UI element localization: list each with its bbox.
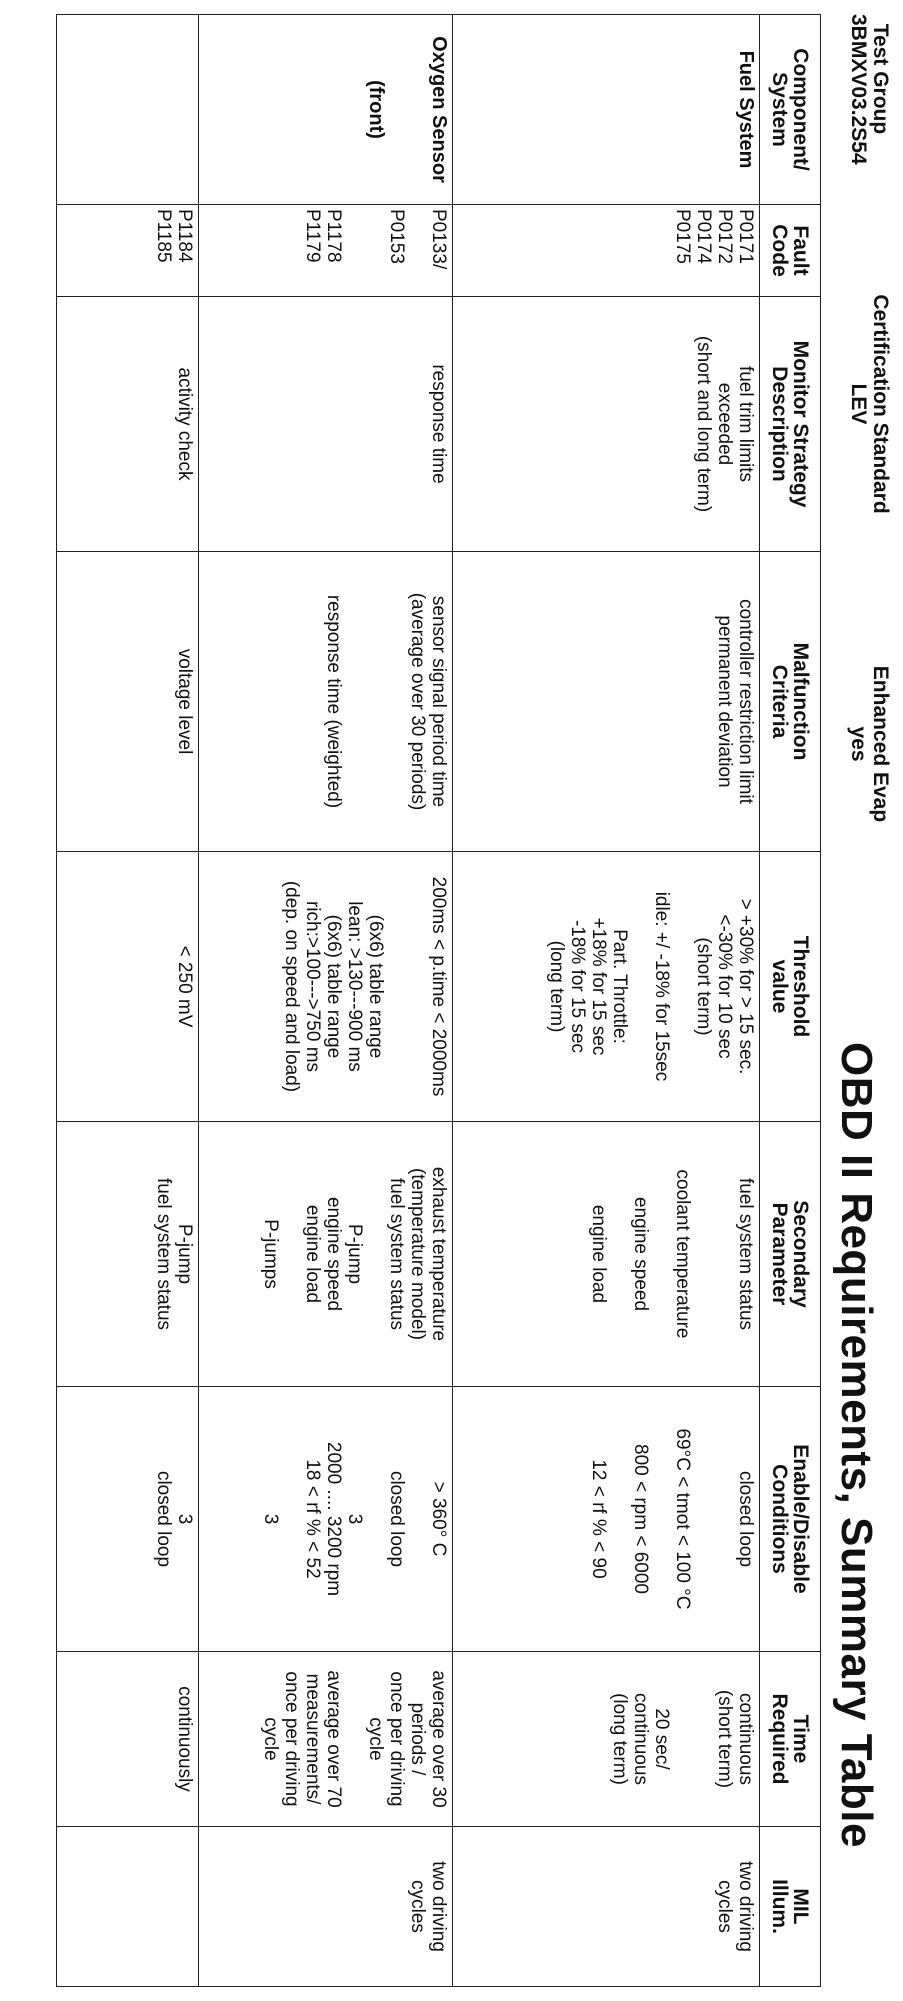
time-line: (long term) (609, 1693, 630, 1785)
fault-line: P0153 (386, 209, 407, 264)
strategy-line: (short and long term) (693, 335, 714, 513)
cell-malfunction (57, 552, 199, 852)
enable-line (365, 1391, 386, 1647)
component-line (174, 19, 195, 200)
page-title: OBD II Requirements, Summary Table (832, 1042, 881, 1848)
cell-time (453, 1652, 760, 1827)
table-row (199, 15, 453, 1987)
strategy-line: response time (428, 364, 449, 484)
fault-line: P1179 (302, 209, 323, 263)
component-line (386, 19, 407, 200)
enable-line: > 360° C (428, 1481, 449, 1557)
mil-line (174, 1831, 195, 1982)
col-secondary-parameter: Secondary Parameter (760, 1122, 821, 1387)
malfunction-line: (average over 30 periods) (407, 592, 428, 811)
col-component: Component/ System (760, 15, 821, 205)
cell-threshold (199, 852, 453, 1122)
threshold-line (672, 856, 693, 1117)
threshold-line: (6x6) table range (365, 914, 386, 1059)
cert-label: Certification Standard (869, 294, 892, 514)
fault-line: P1185 (153, 209, 174, 263)
secondary-line: fuel system status (386, 1177, 407, 1331)
cell-threshold (453, 852, 760, 1122)
enable-line: closed loop (153, 1470, 174, 1568)
cert-value: LEV (847, 383, 870, 425)
secondary-line: P-jump (174, 1223, 195, 1285)
component-line (407, 19, 428, 200)
secondary-line: engine speed (630, 1196, 651, 1312)
threshold-line: idle: +/ -18% for 15sec (651, 891, 672, 1082)
time-line: (short term) (714, 1689, 735, 1789)
cell-strategy (453, 297, 760, 552)
cell-component (57, 15, 199, 205)
secondary-line: P-jumps (260, 1219, 281, 1289)
cell-fault (453, 205, 760, 297)
cell-time (57, 1652, 199, 1827)
secondary-line: engine load (302, 1204, 323, 1304)
secondary-line: (temperature model) (407, 1167, 428, 1341)
time-line: 20 sec/ (651, 1708, 672, 1770)
mil-line: cycles (407, 1880, 428, 1933)
summary-table (56, 14, 821, 1987)
malfunction-line: response time (weighted) (323, 594, 344, 809)
time-line: measurements/ (302, 1673, 323, 1805)
secondary-line (609, 1126, 630, 1382)
threshold-line (630, 856, 651, 1117)
malfunction-line: permanent deviation (714, 615, 735, 788)
time-line: average over 30 (428, 1670, 449, 1808)
malfunction-line: voltage level (174, 648, 195, 755)
malfunction-line (344, 556, 365, 847)
threshold-line: Part. Throttle: (609, 929, 630, 1044)
component-line: (front) (365, 80, 387, 139)
enable-line: 3 (344, 1513, 365, 1525)
threshold-line: (long term) (546, 940, 567, 1033)
strategy-line: fuel trim limits (735, 365, 756, 483)
time-line: average over 70 (323, 1670, 344, 1808)
enable-line: 18 < rf % < 52 (302, 1459, 323, 1579)
cell-secondary (199, 1122, 453, 1387)
malfunction-line (365, 556, 386, 847)
time-line (672, 1656, 693, 1822)
header-row (760, 15, 821, 1987)
time-line: periods / (407, 1702, 428, 1776)
time-line: cycle (260, 1717, 281, 1761)
cell-enable (453, 1387, 760, 1652)
threshold-line: <-30% for 10 sec (714, 914, 735, 1059)
enable-line (651, 1391, 672, 1647)
fault-line: P0171 (735, 209, 756, 264)
col-fault-code: Fault Code (760, 205, 821, 297)
certification-standard (847, 274, 891, 534)
threshold-line: -18% for 15 sec (567, 919, 588, 1054)
threshold-line: (short term) (693, 937, 714, 1036)
time-line: once per driving (281, 1671, 302, 1807)
table-row (57, 15, 199, 1987)
secondary-line: engine speed (323, 1196, 344, 1312)
threshold-line (386, 856, 407, 1117)
secondary-line: P-jump (344, 1223, 365, 1285)
cell-mil (57, 1827, 199, 1987)
col-monitor-strategy: Monitor Strategy Description (760, 297, 821, 552)
secondary-line: coolant temperature (672, 1169, 693, 1339)
time-line: cycle (365, 1717, 386, 1761)
time-line: continuously (174, 1686, 195, 1792)
fault-line: P0172 (714, 209, 735, 264)
cell-strategy (57, 297, 199, 552)
cell-enable (199, 1387, 453, 1652)
mil-line: two driving (735, 1861, 756, 1952)
enable-line: closed loop (386, 1470, 407, 1568)
cell-fault (199, 205, 453, 297)
enable-line: 69°C < tmot < 100 °C (672, 1428, 693, 1610)
cell-mil (199, 1827, 453, 1987)
cell-time (199, 1652, 453, 1827)
threshold-line: < 250 mV (174, 945, 195, 1028)
enable-line (609, 1391, 630, 1647)
threshold-line (407, 856, 428, 1117)
time-line (344, 1656, 365, 1822)
malfunction-line (386, 556, 407, 847)
col-enable-conditions: Enable/Disable Conditions (760, 1387, 821, 1652)
test-group-label: Test Group (869, 23, 892, 135)
enable-line (281, 1391, 302, 1647)
cell-secondary (57, 1122, 199, 1387)
fault-line (365, 209, 386, 292)
mil-line: cycles (714, 1880, 735, 1933)
enable-line (407, 1391, 428, 1647)
fault-line: P0174 (693, 209, 714, 264)
time-line (693, 1656, 714, 1822)
cell-malfunction (453, 552, 760, 852)
fault-line: P0133/ (428, 209, 449, 270)
fault-line: P0175 (672, 209, 693, 264)
cell-component (199, 15, 453, 205)
evap-label: Enhanced Evap (869, 665, 892, 823)
enable-line (693, 1391, 714, 1647)
cell-enable (57, 1387, 199, 1652)
fault-line: P1178 (323, 209, 344, 263)
enable-line: 12 < rf % < 90 (588, 1459, 609, 1579)
enable-line: 800 < rpm < 6000 (630, 1444, 651, 1594)
secondary-line: fuel system status (153, 1177, 174, 1331)
col-time-required: Time Required (760, 1652, 821, 1827)
component-line: Oxygen Sensor (428, 36, 450, 183)
threshold-line: lean: >130---900 ms (344, 901, 365, 1072)
strategy-line: activity check (174, 367, 195, 481)
cell-malfunction (199, 552, 453, 852)
strategy-line: exceeded (714, 382, 735, 466)
enhanced-evap (847, 634, 891, 854)
fault-line: P1184 (174, 209, 195, 263)
enable-line: 2000 .... 3200 rpm (323, 1441, 344, 1597)
table-row (453, 15, 760, 1987)
cell-secondary (453, 1122, 760, 1387)
col-malfunction-criteria: Malfunction Criteria (760, 552, 821, 852)
secondary-line (281, 1126, 302, 1382)
threshold-line: > +30% for > 15 sec. (735, 898, 756, 1075)
time-line: once per driving (386, 1671, 407, 1807)
enable-line: 3 (260, 1513, 281, 1525)
threshold-line: (6x6) table range (323, 914, 344, 1059)
cell-fault (57, 205, 199, 297)
header-box (827, 14, 891, 911)
enable-line (714, 1391, 735, 1647)
test-group (847, 14, 892, 165)
threshold-line: rich:>100--->750 ms (302, 900, 323, 1073)
threshold-line: +18% for 15 sec (588, 917, 609, 1056)
secondary-line: engine load (588, 1204, 609, 1304)
time-line: continuous (630, 1693, 651, 1785)
fault-line (344, 209, 365, 292)
fault-line (407, 209, 428, 292)
secondary-line (651, 1126, 672, 1382)
threshold-line: (dep. on speed and load) (281, 880, 302, 1093)
col-mil-illum: MIL Illum. (760, 1827, 821, 1987)
enable-line: closed loop (735, 1470, 756, 1568)
malfunction-line: controller restriction limit (735, 599, 756, 804)
secondary-line: fuel system status (735, 1177, 756, 1331)
cell-strategy (199, 297, 453, 552)
secondary-line (714, 1126, 735, 1382)
cell-threshold (57, 852, 199, 1122)
secondary-line: exhaust temperature (428, 1166, 449, 1342)
col-threshold-value: Threshold value (760, 852, 821, 1122)
threshold-line: 200ms < p.time < 2000ms (428, 876, 449, 1097)
time-line: continuous (735, 1693, 756, 1785)
secondary-line (365, 1126, 386, 1382)
malfunction-line: sensor signal period time (428, 595, 449, 808)
mil-line: two driving (428, 1861, 449, 1952)
test-group-value: 3BMXV03.2S54 (847, 14, 870, 165)
cell-component (453, 15, 760, 205)
enable-line: 3 (174, 1513, 195, 1525)
secondary-line (693, 1126, 714, 1382)
component-line: Fuel System (735, 50, 757, 169)
evap-value: yes (847, 726, 870, 762)
cell-mil (453, 1827, 760, 1987)
